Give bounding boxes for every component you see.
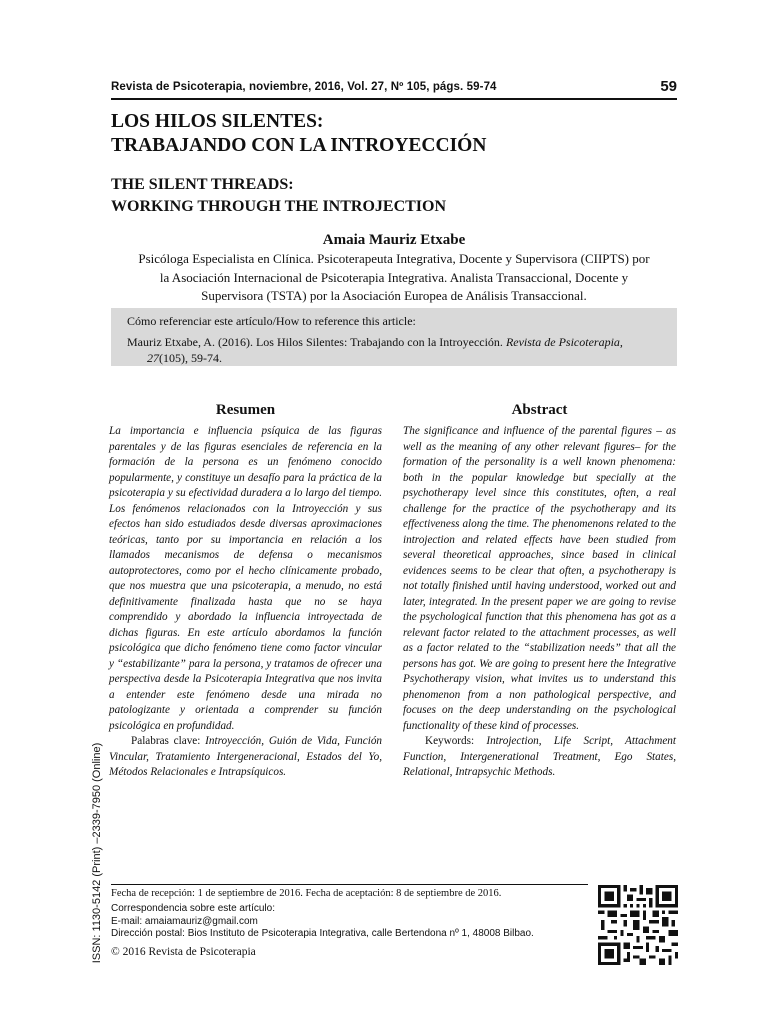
resumen-keywords-list: Introyección, Guión de Vida, Función Vincular, Tratamiento Intergeneracional, Estados del Yo, Métodos Relacionales e Intrapsíquicos.	[109, 735, 383, 778]
affiliation-line3: Supervisora (TSTA) por la Asociación Europea de Análisis Transaccional.	[201, 288, 587, 303]
correspondence-address: Dirección postal: Bios Instituto de Psicoterapia Integrativa, calle Bertendona nº 1, 48008 Bilbao.	[111, 928, 534, 939]
correspondence-email: E-mail: amaiamauriz@gmail.com	[111, 915, 258, 927]
abstract-text	[403, 424, 676, 781]
abstract-body: The significance and influence of the parental figures – as well as the meaning of any other relevant figures– for the formation of the personality is a well known phenomena: both in the popular knowledge but specially at the psychotherapy level since this constitutes, often, a real challenge for the practice of the psychotherapy and its effectiveness along the time. The phenomenons related to the introjection and related effects have been studied from several theoretical approaches, since based in clinical evidences seems to be clear that often, a psychotherapy is not totally finished until having understood, worked out and later, integrated. In the present paper we are going to revise the psychological function that this phenomena has got as a relevant factor related to the attachment processes, as well as a factor related to the “stabilization needs” that all the persons has got. We are going to present here the Integrative Psychotherapy vision, what invites us to understand this phenomenon from a non pathological perspective, and focuses on the deep understanding on the psychological functionality of these kind of processes.	[403, 425, 676, 732]
citation-box	[111, 308, 677, 366]
article-footer	[111, 887, 591, 959]
author-name: Amaia Mauriz Etxabe	[322, 232, 466, 248]
journal-citation-line: Revista de Psicoterapia, noviembre, 2016, Vol. 27, Nº 105, págs. 59-74	[111, 81, 497, 93]
article-title-english	[111, 174, 446, 218]
title-es-line1: LOS HILOS SILENTES:	[111, 111, 324, 132]
abstract-keywords-list: Introjection, Life Script, Attachment Function, Intergenerational Treatment, Ego States, Relational, Intrapsychic Methods.	[403, 735, 677, 778]
affiliation-line2: la Asociación Internacional de Psicoterapia Integrativa. Analista Transaccional, Docente y	[159, 269, 629, 285]
abstract-heading: Abstract	[511, 402, 568, 418]
resumen-heading: Resumen	[215, 402, 276, 418]
citation-journal: Revista de Psicoterapia,	[505, 335, 623, 349]
resumen-keywords	[109, 734, 382, 781]
issn-vertical: ISSN: 1130-5142 (Print) –2339-7950 (Online)	[91, 742, 103, 964]
footer-rule	[111, 884, 588, 885]
citation-line2	[127, 351, 667, 367]
affiliation-line1: Psicóloga Especialista en Clínica. Psicoterapeuta Integrativa, Docente y Supervisora (CIIPTS) por	[138, 251, 650, 266]
resumen-column	[109, 402, 382, 781]
running-header	[111, 78, 677, 98]
resumen-body: La importancia e influencia psíquica de las figuras parentales y de las figuras esenciales de referencia en la formación de la persona es un fenómeno conocido popularmente, y constituye un desafío para la práctica de la psicoterapia y su efectividad duradera a lo largo del tiempo. Los fenómenos relacionados con la Introyección y sus efectos han sido estudiados desde diversas aproximaciones teóricas, tanto por su importancia en relación a los llamados mecanismos de defensa o mecanismos autoprotectores, como por el hecho clínicamente probado, que nos muestra que una psicoterapia, a menudo, no está definitivamente finalizada hasta que no se haya comprendido y abordado la influencia introyectada de dichas figuras. En este artículo abordamos la función psicológica que dicho fenómeno tiene como factor vincular y “estabilizante” para la persona, y tratamos de ofrecer una perspectiva desde la Psicoterapia Integrativa que nos invita a entender este fenómeno desde una mirada no patologizante y orientada a comprender su función psicológica en profundidad.	[109, 425, 382, 732]
correspondence-label: Correspondencia sobre este artículo:	[111, 903, 275, 914]
copyright-notice: © 2016 Revista de Psicoterapia	[111, 945, 256, 958]
author-affiliation	[111, 250, 677, 306]
resumen-text	[109, 424, 382, 781]
received-accepted-dates: Fecha de recepción: 1 de septiembre de 2016. Fecha de aceptación: 8 de septiembre de 2016.	[111, 888, 502, 899]
correspondence-block	[111, 903, 591, 941]
header-rule	[111, 98, 677, 100]
citation-pages: (105), 59-74.	[159, 350, 222, 365]
title-es-line2: TRABAJANDO CON LA INTROYECCIÓN	[111, 135, 487, 156]
citation-plain: Mauriz Etxabe, A. (2016). Los Hilos Silentes: Trabajando con la Introyección.	[127, 335, 506, 349]
abstract-column	[403, 402, 676, 781]
citation-volume: 27	[147, 350, 159, 365]
page-number: 59	[660, 78, 677, 95]
abstract-keywords	[403, 734, 676, 781]
resumen-keywords-label: Palabras clave:	[131, 735, 206, 747]
article-title-spanish	[111, 110, 486, 158]
title-en-line1: THE SILENT THREADS:	[111, 176, 294, 193]
citation-text	[127, 335, 667, 366]
abstract-keywords-label: Keywords:	[425, 735, 487, 747]
citation-heading: Cómo referenciar este artículo/How to reference this article:	[127, 314, 416, 328]
title-en-line2: WORKING THROUGH THE INTROJECTION	[111, 198, 447, 215]
qr-code-icon	[598, 885, 678, 965]
